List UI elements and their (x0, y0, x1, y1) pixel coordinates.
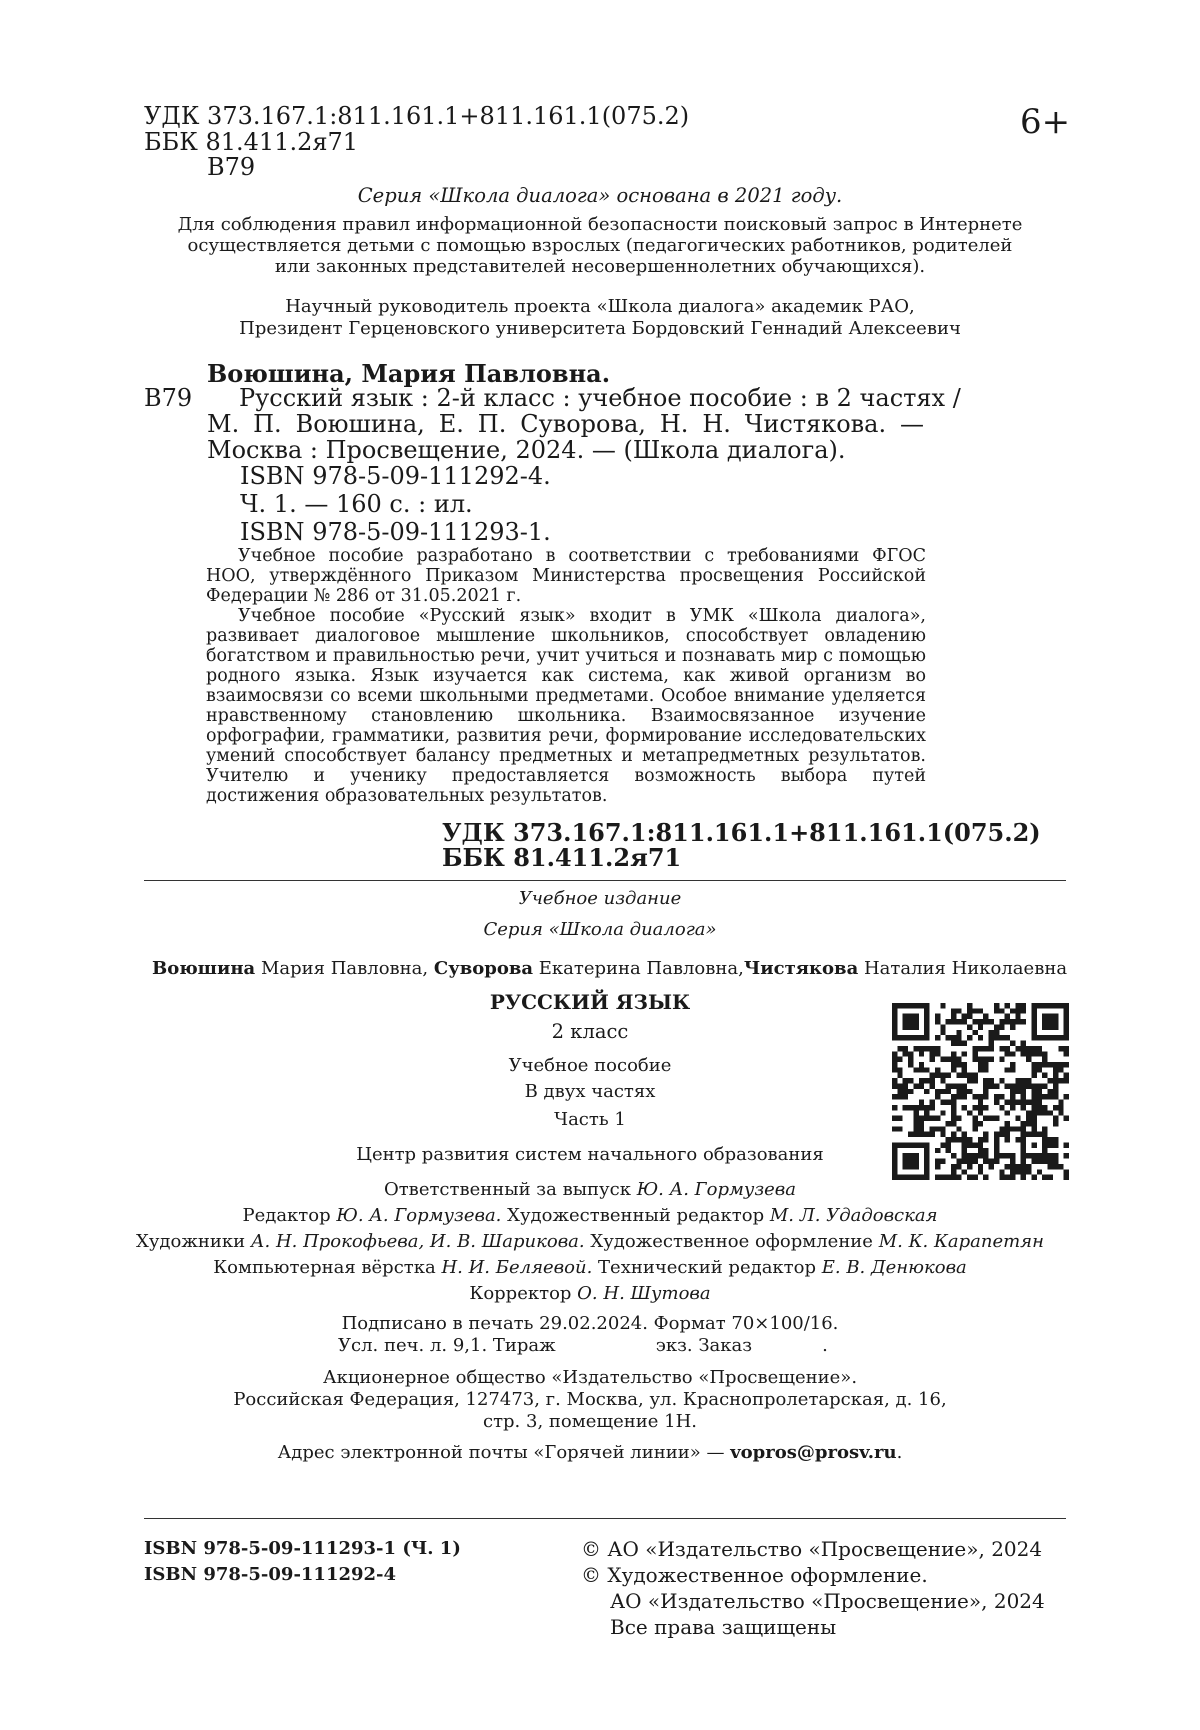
annotation-paragraph: Учебное пособие разработано в соответствии с требованиями ФГОС НОО, утверждённого Приказом Министерства просвещения Российской Федерации № 286 от 31.05.2021 г. (206, 546, 926, 606)
book-title: РУССКИЙ ЯЗЫК (489, 990, 691, 1014)
imprint-authors: Воюшина Мария Павловна, Суворова Екатерина Павловна,Чистякова Наталия Николаевна (152, 958, 1068, 979)
signed-line: Подписано в печать 29.02.2024. Формат 70×100/16. (341, 1313, 839, 1334)
header-udk: УДК 373.167.1:811.161.1+811.161.1(075.2) (144, 102, 690, 130)
divider (144, 880, 1066, 881)
copyright-line: © Художественное оформление. (581, 1563, 928, 1587)
header-bbk: ББК 81.411.2я71 (144, 128, 359, 156)
rights-line: Все права защищены (610, 1615, 837, 1639)
catalog-mark: В79 (144, 384, 193, 412)
address-line-2: стр. 3, помещение 1Н. (482, 1411, 697, 1432)
footer-isbn-part: ISBN 978-5-09-111293-1 (Ч. 1) (144, 1538, 461, 1559)
copyright-block (581, 1536, 1045, 1640)
catalog-bbk: ББК 81.411.2я71 (442, 843, 682, 872)
email-link[interactable]: vopros@prosv.ru (730, 1442, 897, 1463)
divider (144, 1518, 1066, 1519)
catalog-author-heading: Воюшина, Мария Павловна. (207, 359, 611, 388)
catalog-isbn-part: ISBN 978-5-09-111293-1. (240, 518, 551, 546)
publisher-line: Акционерное общество «Издательство «Просвещение». (322, 1367, 858, 1388)
book-grade: 2 класс (551, 1020, 629, 1043)
catalog-udk: УДК 373.167.1:811.161.1+811.161.1(075.2) (442, 818, 1041, 847)
edition-type: Учебное издание (518, 888, 682, 909)
footer-isbn-set: ISBN 978-5-09-111292-4 (144, 1564, 397, 1585)
copyright-line: АО «Издательство «Просвещение», 2024 (610, 1589, 1045, 1613)
book-part: Часть 1 (554, 1109, 626, 1130)
book-parts: В двух частях (524, 1081, 656, 1102)
copyright-line: © АО «Издательство «Просвещение», 2024 (581, 1537, 1043, 1561)
edition-series: Серия «Школа диалога» (483, 919, 717, 940)
catalog-line3: Москва : Просвещение, 2024. — (Школа диалога). (207, 436, 846, 464)
series-note: Серия «Школа диалога» основана в 2021 году. (357, 184, 843, 207)
catalog-part: Ч. 1. — 160 с. : ил. (240, 490, 473, 518)
email-line: Адрес электронной почты «Горячей линии» — vopros@prosv.ru. (277, 1442, 903, 1463)
artists-line: Художники А. Н. Прокофьева, И. В. Шарикова. Художественное оформление М. К. Карапетян (136, 1231, 1044, 1252)
editors-line: Редактор Ю. А. Гормузева. Художественный редактор М. Л. Удадовская (242, 1205, 938, 1226)
layout-line: Компьютерная вёрстка Н. И. Беляевой. Технический редактор Е. В. Денюкова (213, 1257, 967, 1278)
print-sheets-line: Усл. печ. л. 9,1. Тираж экз. Заказ . (338, 1335, 828, 1356)
annotation-paragraph: Учебное пособие «Русский язык» входит в УМК «Школа диалога», развивает диалоговое мышление школьников, способствует овладению богатством и правильностью речи, учит учиться и познавать мир с помощью родного языка. Язык изучается как система, как живой организм во взаимосвязи со всеми школьными предметами. Особое внимание уделяется нравственному становлению школьника. Взаимосвязанное изучение орфографии, грамматики, развития речи, формирование исследовательских умений способствует балансу предметных и метапредметных результатов. Учителю и ученику предоставляется возможность выбора путей достижения образовательных результатов. (206, 606, 926, 806)
address-line-1: Российская Федерация, 127473, г. Москва, ул. Краснопролетарская, д. 16, (233, 1389, 947, 1410)
safety-note: Для соблюдения правил информационной безопасности поисковый запрос в Интернете осуществляется детьми с помощью взрослых (педагогических работников, родителей или законных представителей несовершеннолетних обучающихся). (177, 214, 1023, 277)
catalog-line1: Русский язык : 2-й класс : учебное пособие : в 2 частях / (239, 384, 961, 412)
qr-code-icon[interactable] (892, 1003, 1069, 1180)
catalog-line2: М. П. Воюшина, Е. П. Суворова, Н. Н. Чистякова. — (207, 410, 924, 438)
book-kind: Учебное пособие (508, 1055, 672, 1076)
age-rating: 6+ (1020, 102, 1071, 142)
header-author-mark: В79 (207, 153, 256, 181)
supervisor-note: Научный руководитель проекта «Школа диалога» академик РАО, Президент Герценовского университета Бордовский Геннадий Алексеевич (239, 296, 961, 339)
corrector-line: Корректор О. Н. Шутова (469, 1283, 711, 1304)
responsible-line: Ответственный за выпуск Ю. А. Гормузева (383, 1179, 797, 1200)
catalog-isbn-set: ISBN 978-5-09-111292-4. (240, 462, 551, 490)
publishing-center: Центр развития систем начального образования (356, 1144, 824, 1165)
catalog-annotation (206, 546, 926, 806)
